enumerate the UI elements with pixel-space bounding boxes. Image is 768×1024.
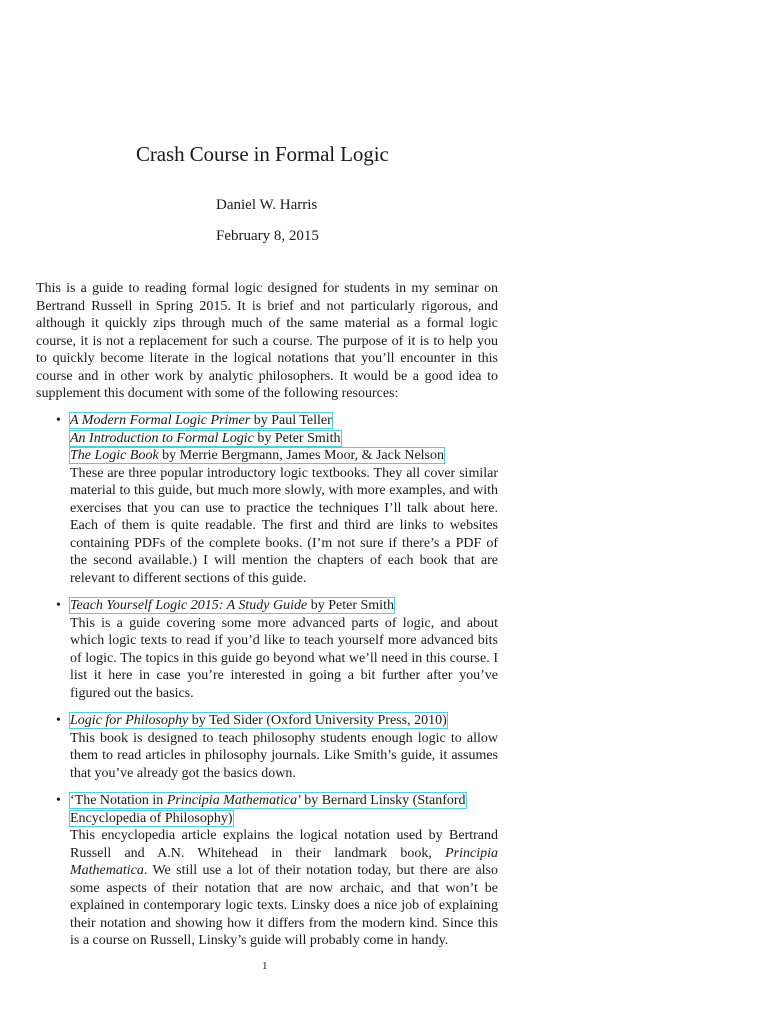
description-text: This encyclopedia article explains the logical notation used by Bertrand Russell and A.N. Whitehead in their landmark book,	[70, 828, 498, 861]
page-number: 1	[262, 960, 268, 972]
resource-item-textbooks	[36, 412, 498, 587]
link-author: by Peter Smith	[253, 430, 341, 446]
link-the-logic-book[interactable]	[70, 448, 444, 463]
link-notation-in-principia[interactable]	[70, 793, 466, 826]
link-title: Logic for Philosophy	[70, 713, 189, 728]
resource-description	[70, 827, 498, 950]
author-name: Daniel W. Harris	[216, 197, 318, 213]
link-author: by Peter Smith	[307, 598, 394, 613]
resource-description: This book is designed to teach philosophy students enough logic to allow them to read articles in philosophy journals. Like Smith’s guide, it assumes that you’ve already got the basics down.	[70, 730, 498, 781]
document-date: February 8, 2015	[216, 228, 319, 244]
link-logic-for-philosophy[interactable]	[70, 713, 447, 728]
bullet-glyph: •	[56, 598, 61, 613]
link-title: An Introduction to Formal Logic	[70, 430, 254, 446]
link-author: by Merrie Bergmann, James Moor, & Jack Nelson	[158, 448, 445, 463]
link-title: Principia Mathematica	[166, 793, 298, 808]
link-teach-yourself-logic[interactable]	[70, 598, 394, 613]
link-suffix: ’ by Bernard Linsky (Stanford Encyclopedia of Philosophy)	[70, 793, 466, 826]
link-modern-formal-logic-primer[interactable]	[70, 413, 332, 428]
link-intro-formal-logic[interactable]	[70, 431, 341, 446]
bullet-glyph: •	[56, 793, 61, 808]
link-title: Teach Yourself Logic 2015: A Study Guide	[70, 598, 308, 613]
book-title: Principia Mathematica	[70, 845, 498, 878]
link-title: The Logic Book	[70, 448, 159, 463]
intro-paragraph: This is a guide to reading formal logic designed for students in my seminar on Bertrand Russell in Spring 2015. It is brief and not particularly rigorous, and although it quickly zips through much of the same material as a formal logic course, it is not a replacement for such a course. The purpose of it is to help you to quickly become literate in the logical notations that you’ll encounter in this course and in other work by analytic philosophers. It would be a good idea to supplement this document with some of the following resources:	[36, 281, 498, 401]
bullet-glyph: •	[56, 413, 61, 428]
link-prefix: ‘The Notation in	[70, 793, 167, 808]
link-author: by Ted Sider (Oxford University Press, 2010)	[188, 713, 447, 728]
link-title: A Modern Formal Logic Primer	[70, 413, 251, 428]
link-author: by Paul Teller	[250, 413, 332, 428]
resource-description: These are three popular introductory logic textbooks. They all cover similar material to this guide, but much more slowly, with more examples, and with exercises that you can use to practice the techniques I’ll talk about here. Each of them is quite readable. The first and third are links to websites containing PDFs of the complete books. (I’m not sure if there’s a PDF of the second available.) I will mention the chapters of each book that are relevant to different sections of this guide.	[70, 465, 498, 586]
resource-item-principia-notation	[36, 792, 498, 950]
resource-list	[36, 412, 498, 960]
document-title: Crash Course in Formal Logic	[136, 142, 389, 166]
resource-item-logic-for-philosophy	[36, 712, 498, 782]
resource-description: This is a guide covering some more advanced parts of logic, and about which logic texts to read if you’d like to teach yourself more advanced bits of logic. The topics in this guide go beyond what we’ll need in this course. I list it here in case you’re interested in going a bit further after you’ve figured out the basics.	[70, 615, 498, 701]
description-text: . We still use a lot of their notation today, but there are also some aspects of their notation that are now archaic, and that won’t be explained in contemporary logic texts. Linsky does a nice job of explaining their notation and showing how it differs from the modern kind. Since this is a course on Russell, Linsky’s guide will probably come in handy.	[70, 863, 498, 948]
bullet-glyph: •	[56, 713, 61, 728]
resource-item-teach-yourself-logic	[36, 597, 498, 702]
